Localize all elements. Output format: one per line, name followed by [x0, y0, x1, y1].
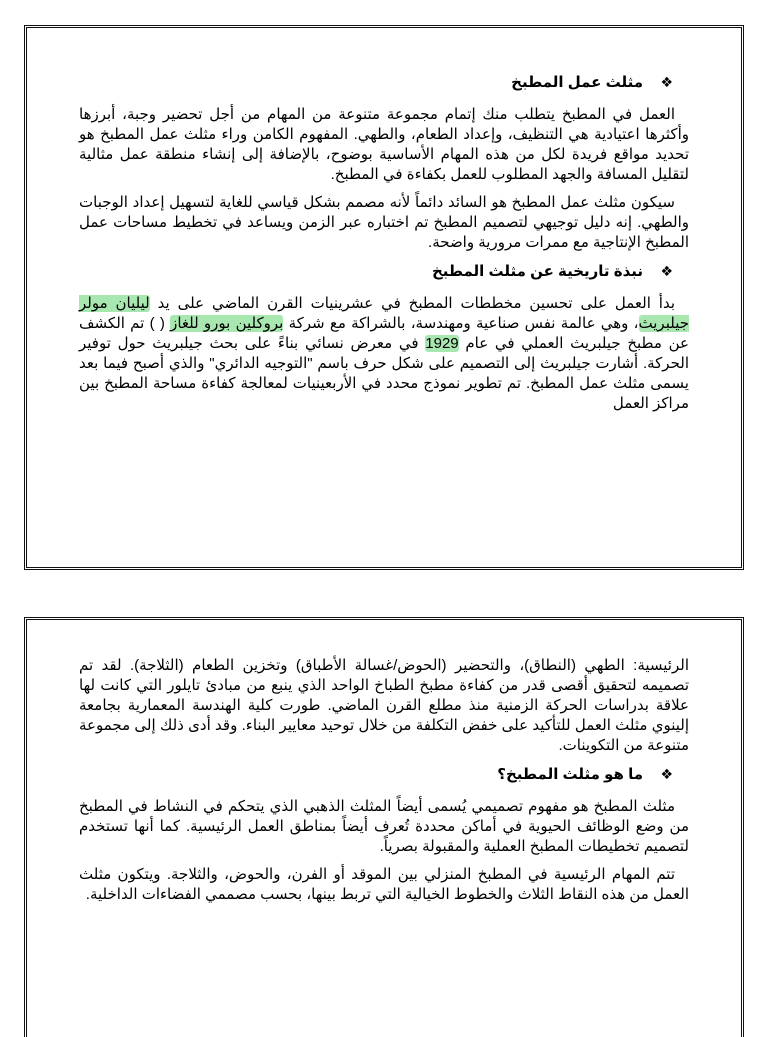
heading-text: نبذة تاريخية عن مثلث المطبخ — [431, 263, 643, 280]
highlighted-year: 1929 — [425, 335, 459, 352]
paragraph-definition: مثلث المطبخ هو مفهوم تصميمي يُسمى أيضاً المثلث الذهبي الذي يتحكم في النشاط في المطبخ من وضع الوظائف الحيوية في أماكن محددة تُعرف أيضاً بمناطق العمل الرئيسية. كما أنها تستخدم لتصميم تخطيطات المطبخ العملية والمقبولة بصرياً. — [79, 798, 689, 855]
heading-what-is-triangle — [79, 764, 689, 785]
history-text-part: ( ) تم الكشف عن مطبخ جيلبريث العملي في عام — [79, 315, 689, 352]
page-1-content — [79, 72, 689, 422]
highlighted-company: بروكلين بورو للغاز — [170, 315, 284, 332]
highlighted-name: ليليان مولر جيلبريث — [79, 295, 689, 332]
heading-kitchen-work-triangle — [79, 72, 689, 93]
history-text-part: بدأ العمل على تحسين مخططات المطبخ في عشرينيات القرن الماضي على يد — [149, 295, 675, 312]
paragraph-continuation: الرئيسية: الطهي (النطاق)، والتحضير (الحوض/غسالة الأطباق) وتخزين الطعام (الثلاجة). لقد تم تصميمه لتحقيق أقصى قدر من كفاءة مطبخ الطباخ الواحد الذي ينبع من مبادئ تايلور التي كانت لها علاقة بدراسات الحركة الزمنية منذ مطلع القرن الماضي. طورت كلية الهندسة المعمارية بجامعة إلينوي مثلث العمل للتأكيد على خفض التكلفة من خلال توحيد معايير البناء. وقد أدى ذلك إلى مجموعة متنوعة من التكوينات. — [79, 657, 689, 754]
paragraph-standard: سيكون مثلث عمل المطبخ هو السائد دائماً لأنه مصمم بشكل قياسي للغاية لتسهيل إعداد الوجبات والطهي. إنه دليل توجيهي لتصميم المطبخ تم اختباره عبر الزمن ويساعد في تخطيط مساحات عمل المطبخ الإنتاجية مع ممرات مرورية واضحة. — [79, 194, 689, 251]
heading-history — [79, 261, 689, 282]
paragraph-main-tasks: تتم المهام الرئيسية في المطبخ المنزلي بين الموقد أو الفرن، والحوض، والثلاجة. ويتكون مثلث العمل من هذه النقاط الثلاث والخطوط الخيالية التي تربط بينها، بحسب مصممي الفضاءات الداخلية. — [79, 866, 689, 903]
diamond-bullet-icon: ❖ — [660, 766, 673, 782]
diamond-bullet-icon: ❖ — [660, 263, 673, 279]
paragraph-history — [79, 294, 689, 414]
heading-text: ما هو مثلث المطبخ؟ — [497, 766, 643, 783]
diamond-bullet-icon: ❖ — [660, 74, 673, 90]
history-text-part: ، وهي عالمة نفس صناعية ومهندسة، بالشراكة مع شركة — [283, 315, 639, 332]
history-text-part: في معرض نسائي بناءً على بحث جيلبريث حول توفير الحركة. أشارت جيلبريث إلى التصميم على شكل حرف باسم "التوجيه الدائري" والذي أصبح فيما بعد يسمى مثلث عمل المطبخ. تم تطوير نموذج محدد في الأربعينيات لمعالجة كفاءة مساحة المطبخ بين مراكز العمل — [79, 335, 689, 412]
heading-text: مثلث عمل المطبخ — [511, 74, 643, 91]
document-page-2 — [24, 617, 744, 1037]
document-page-1 — [24, 25, 744, 570]
paragraph-intro: العمل في المطبخ يتطلب منك إتمام مجموعة متنوعة من المهام من أجل تحضير وجبة، أبرزها وأكثرها اعتيادية هي التنظيف، وإعداد الطعام، والطهي. المفهوم الكامن وراء مثلث عمل المطبخ هو تحديد مواقع فريدة لكل من هذه المهام الأساسية بوضوح، بالإضافة إلى إنشاء منطقة عمل مثالية لتقليل المسافة والجهد المطلوب للعمل بكفاءة في المطبخ. — [79, 106, 689, 183]
page-2-content — [79, 656, 689, 913]
